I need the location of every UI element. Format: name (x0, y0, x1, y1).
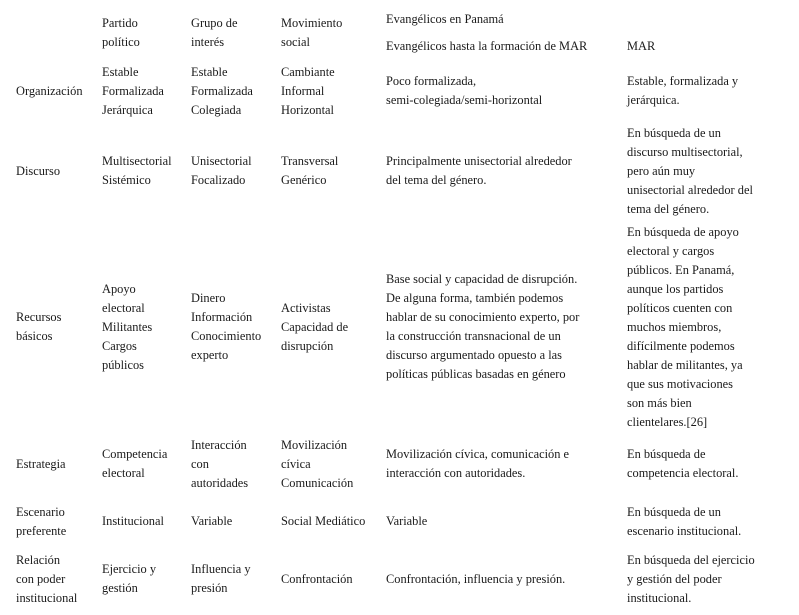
estrategia-hasta-mar: Movilización cívica, comunicación e interacción con autoridades. (386, 447, 570, 480)
row-label-escenario-preferente: Escenario preferente (16, 505, 67, 538)
escenario-grupo: Variable (191, 514, 233, 528)
relacion-hasta-mar: Confrontación, influencia y presión. (386, 572, 566, 586)
recursos-movimiento: Activistas Capacidad de disrupción (281, 301, 349, 353)
escenario-partido: Institucional (102, 514, 164, 528)
row-label-discurso: Discurso (16, 164, 61, 178)
recursos-mar: En búsqueda de apoyo electoral y cargos públicos. En Panamá, aunque los partidos políticos cuenten con muchos miembros, difícilmente podemos hablar de militantes, ya que sus motivaciones son más bien clientelares.[26] (627, 225, 743, 429)
discurso-mar: En búsqueda de un discurso multisectorial, pero aún muy unisectorial alrededor del tema del género. (627, 126, 753, 216)
discurso-hasta-mar: Principalmente unisectorial alrededor del tema del género. (386, 154, 572, 187)
escenario-mar: En búsqueda de un escenario institucional. (627, 505, 742, 538)
organizacion-grupo: Estable Formalizada Colegiada (191, 65, 253, 117)
relacion-grupo: Influencia y presión (191, 562, 251, 595)
header-movimiento-social: Movimiento social (281, 16, 343, 49)
header-evangelicos-hasta-mar: Evangélicos hasta la formación de MAR (386, 39, 588, 53)
escenario-hasta-mar: Variable (386, 514, 428, 528)
estrategia-grupo: Interacción con autoridades (191, 438, 249, 490)
row-label-relacion-poder: Relación con poder institucional (16, 553, 78, 605)
relacion-partido: Ejercicio y gestión (102, 562, 157, 595)
estrategia-mar: En búsqueda de competencia electoral. (627, 447, 739, 480)
recursos-grupo: Dinero Información Conocimiento experto (191, 291, 262, 362)
escenario-movimiento: Social Mediático (281, 514, 366, 528)
recursos-partido: Apoyo electoral Militantes Cargos públicos (102, 282, 153, 372)
row-label-organizacion: Organización (16, 84, 83, 98)
header-mar: MAR (627, 39, 656, 53)
relacion-movimiento: Confrontación (281, 572, 353, 586)
recursos-hasta-mar: Base social y capacidad de disrupción. De alguna forma, también podemos hablar de su conocimiento experto, por la construcción transnacional de un discurso argumentado opuesto a las políticas públicas basadas en género (386, 272, 580, 381)
organizacion-hasta-mar: Poco formalizada, semi-colegiada/semi-horizontal (386, 74, 543, 107)
organizacion-partido: Estable Formalizada Jerárquica (102, 65, 164, 117)
row-label-recursos-basicos: Recursos básicos (16, 310, 62, 343)
header-partido-politico: Partido político (102, 16, 140, 49)
header-grupo-de-interes: Grupo de interés (191, 16, 238, 49)
header-evangelicos-panama: Evangélicos en Panamá (386, 12, 504, 26)
organizacion-movimiento: Cambiante Informal Horizontal (281, 65, 335, 117)
organizacion-mar: Estable, formalizada y jerárquica. (627, 74, 739, 107)
relacion-mar: En búsqueda del ejercicio y gestión del poder institucional. (627, 553, 755, 605)
estrategia-movimiento: Movilización cívica Comunicación (281, 438, 354, 490)
discurso-grupo: Unisectorial Focalizado (191, 154, 252, 187)
discurso-movimiento: Transversal Genérico (281, 154, 339, 187)
estrategia-partido: Competencia electoral (102, 447, 168, 480)
discurso-partido: Multisectorial Sistémico (102, 154, 172, 187)
row-label-estrategia: Estrategia (16, 457, 66, 471)
